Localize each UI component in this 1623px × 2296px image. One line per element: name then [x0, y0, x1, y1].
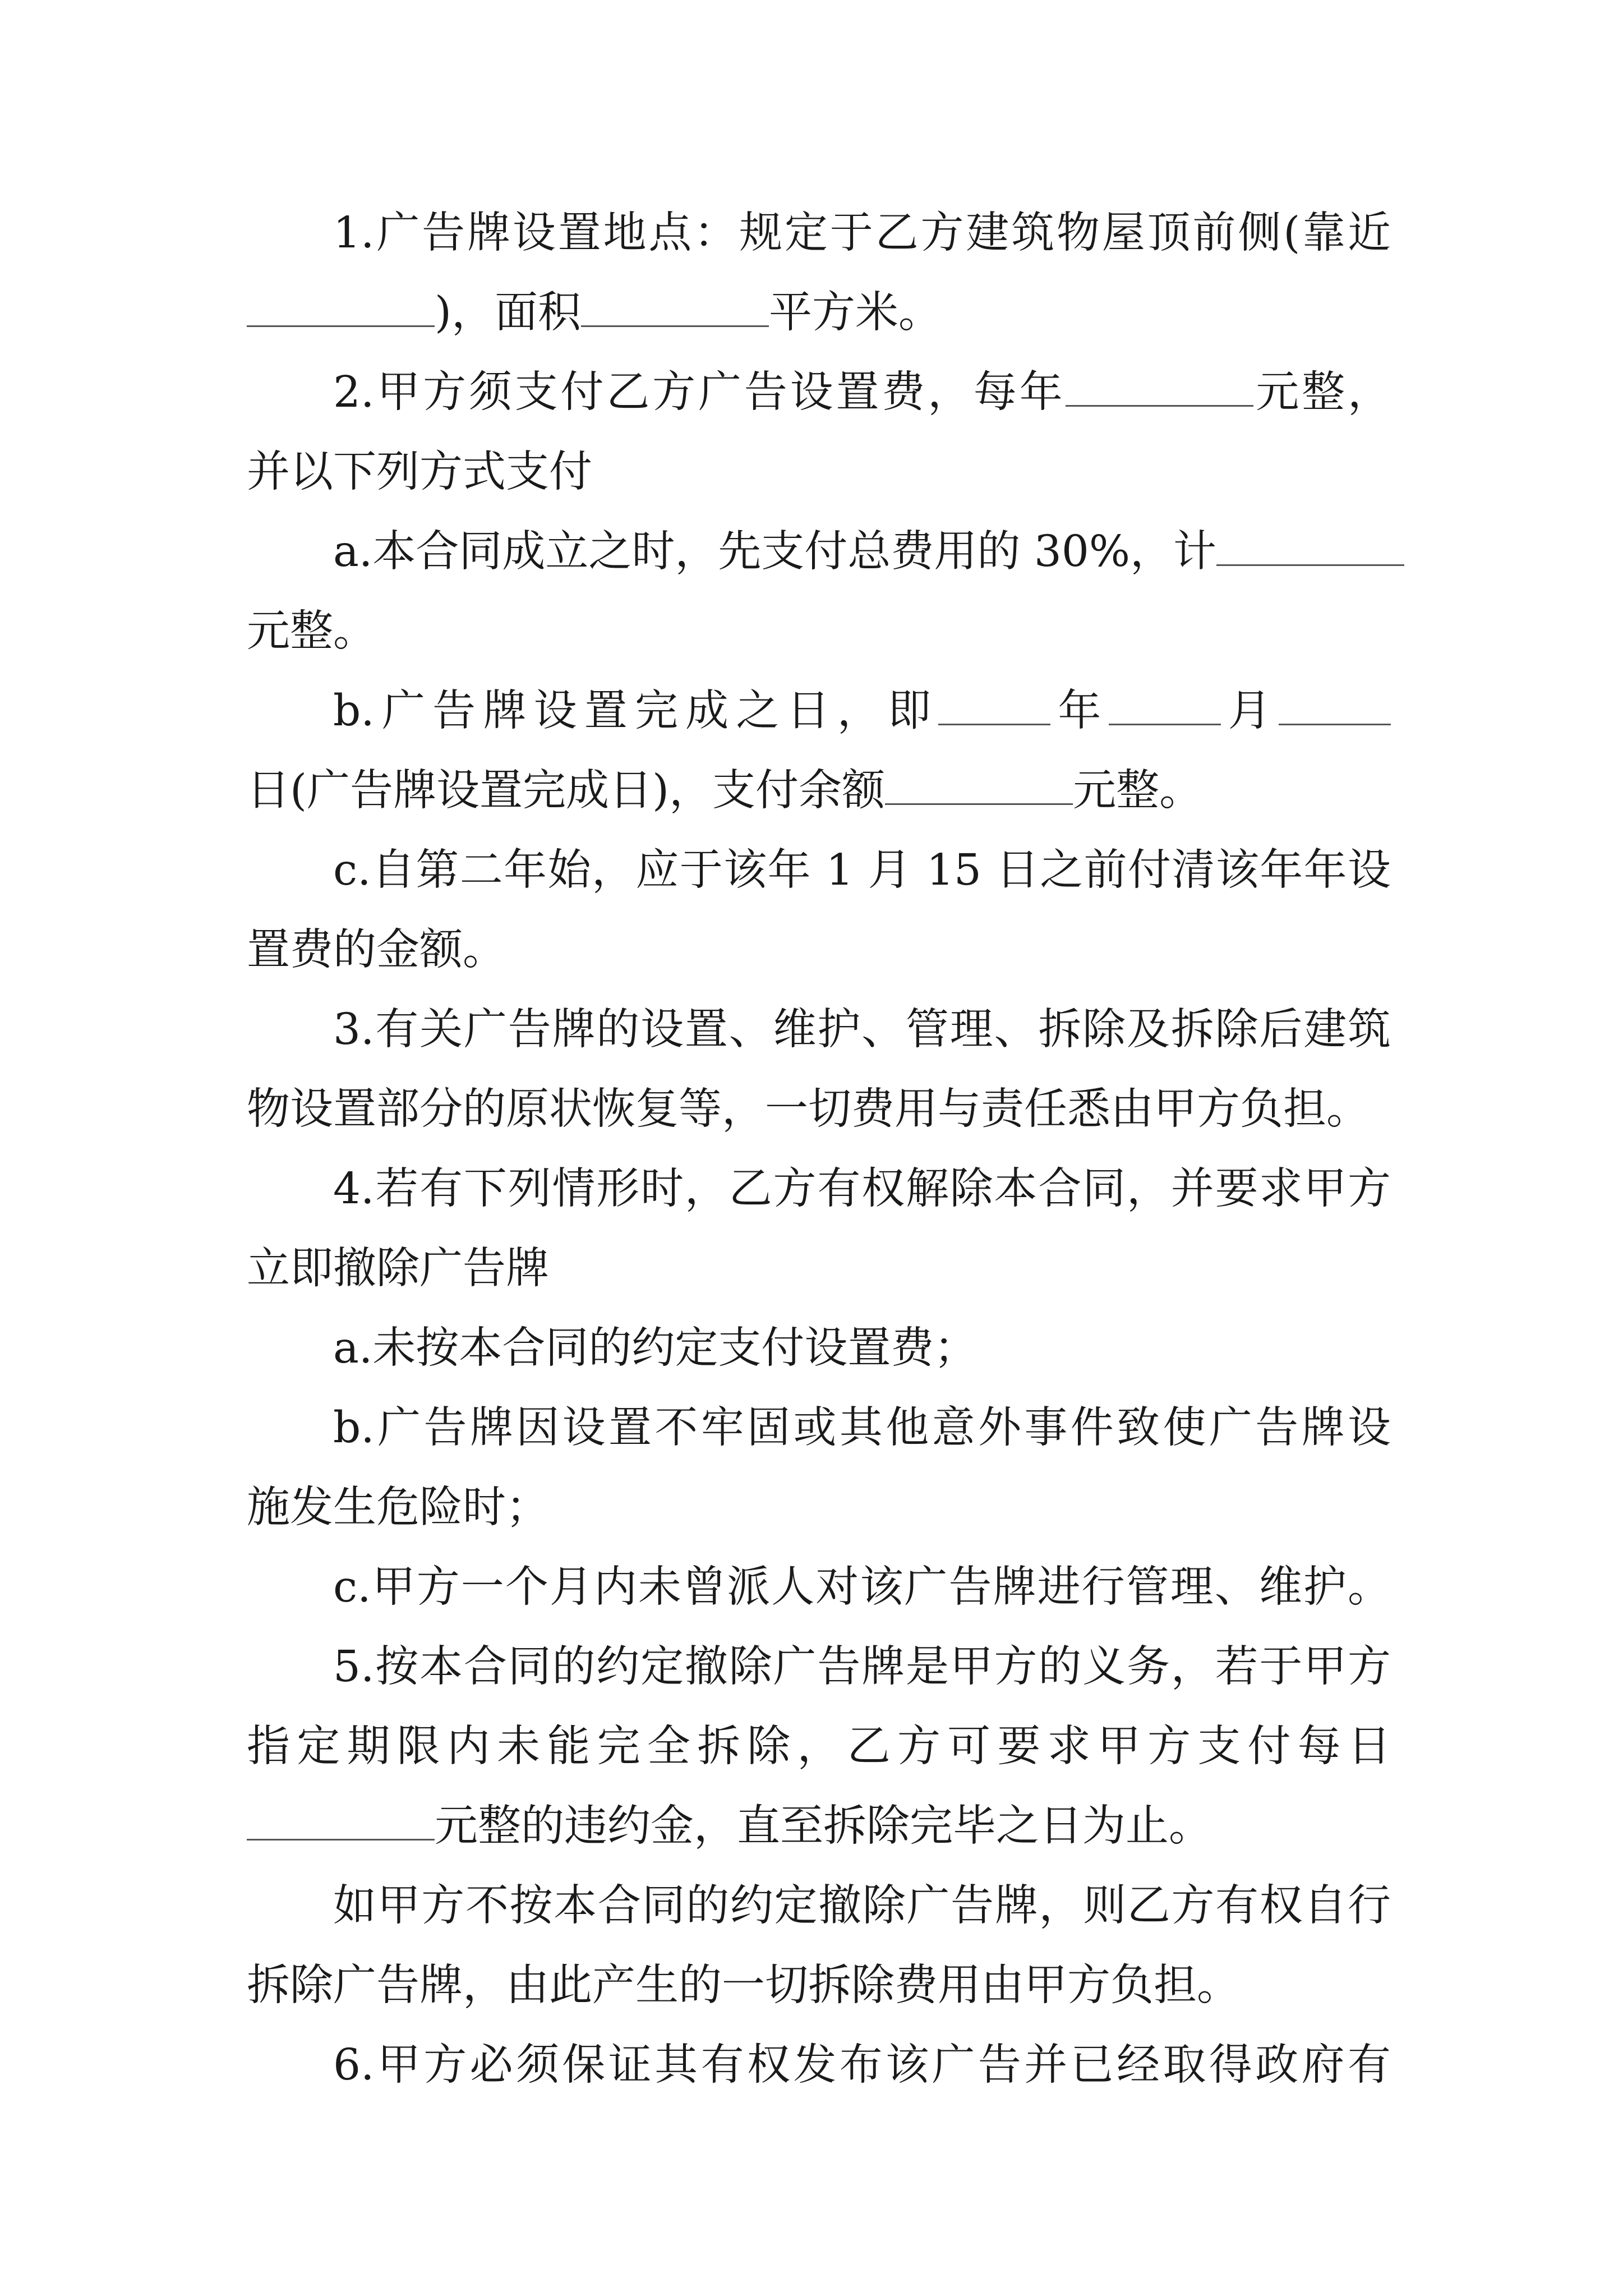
clause-2b-line-2: 日(广告牌设置完成日)，支付余额 元整。 [247, 766, 1203, 816]
location-blank[interactable] [247, 291, 435, 327]
clause-1-line-1: 1.广告牌设置地点：规定于乙方建筑物屋顶前侧(靠近 [333, 208, 1391, 258]
clause-4-line-2: 立即撤除广告牌 [247, 1244, 549, 1294]
penalty-blank[interactable] [247, 1804, 435, 1841]
clause-3-line-1: 3.有关广告牌的设置、维护、管理、拆除及拆除后建筑 [333, 1005, 1391, 1055]
clause-2-line-1: 2.甲方须支付乙方广告设置费，每年 元整， [333, 367, 1391, 417]
clause-2b-line-1: b.广告牌设置完成之日，即 年 月 [247, 671, 1391, 751]
clause-5-para-2-line-2: 拆除广告牌，由此产生的一切拆除费用由甲方负担。 [247, 1961, 1240, 2010]
clause-3-line-2: 物设置部分的原状恢复等，一切费用与责任悉由甲方负担。 [247, 1084, 1370, 1134]
clause-1-line-2: )，面积 平方米。 [247, 273, 1391, 353]
clause-4a-line-1: a.未按本合同的约定支付设置费； [333, 1323, 978, 1373]
clause-5-line-1: 5.按本合同的约定撤除广告牌是甲方的义务，若于甲方 [333, 1642, 1391, 1692]
clause-5-line-2: 指定期限内未能完全拆除，乙方可要求甲方支付每日 [247, 1722, 1391, 1772]
year-blank[interactable] [938, 689, 1050, 725]
clause-5-para-2-line-1: 如甲方不按本合同的约定撤除广告牌，则乙方有权自行 [333, 1881, 1391, 1931]
clause-4c-line-1: c.甲方一个月内未曾派人对该广告牌进行管理、维护。 [333, 1562, 1391, 1612]
initial-payment-blank[interactable] [1216, 530, 1404, 566]
clause-2c-line-1: c.自第二年始，应于该年 1 月 15 日之前付清该年年设 [333, 845, 1391, 895]
clause-2a-line-1: a.本合同成立之时，先支付总费用的 30%，计 [247, 512, 1391, 592]
clause-4b-line-2: 施发生危险时； [247, 1483, 549, 1533]
area-blank[interactable] [581, 291, 769, 327]
clause-2c-line-2: 置费的金额。 [247, 925, 506, 975]
clause-2a-line-2: 元整。 [247, 606, 376, 656]
contract-body [247, 194, 1391, 2105]
annual-fee-blank[interactable] [1066, 370, 1253, 407]
clause-4b-line-1: b.广告牌因设置不牢固或其他意外事件致使广告牌设 [333, 1403, 1391, 1453]
clause-4-line-1: 4.若有下列情形时，乙方有权解除本合同，并要求甲方 [333, 1164, 1391, 1214]
month-blank[interactable] [1109, 689, 1221, 725]
clause-2-line-2: 并以下列方式支付 [247, 447, 592, 497]
clause-5-line-3: 元整的违约金，直至拆除完毕之日为止。 [247, 1787, 1391, 1866]
balance-blank[interactable] [885, 769, 1073, 805]
clause-6-line-1: 6.甲方必须保证其有权发布该广告并已经取得政府有 [333, 2040, 1391, 2090]
day-blank[interactable] [1279, 689, 1391, 725]
